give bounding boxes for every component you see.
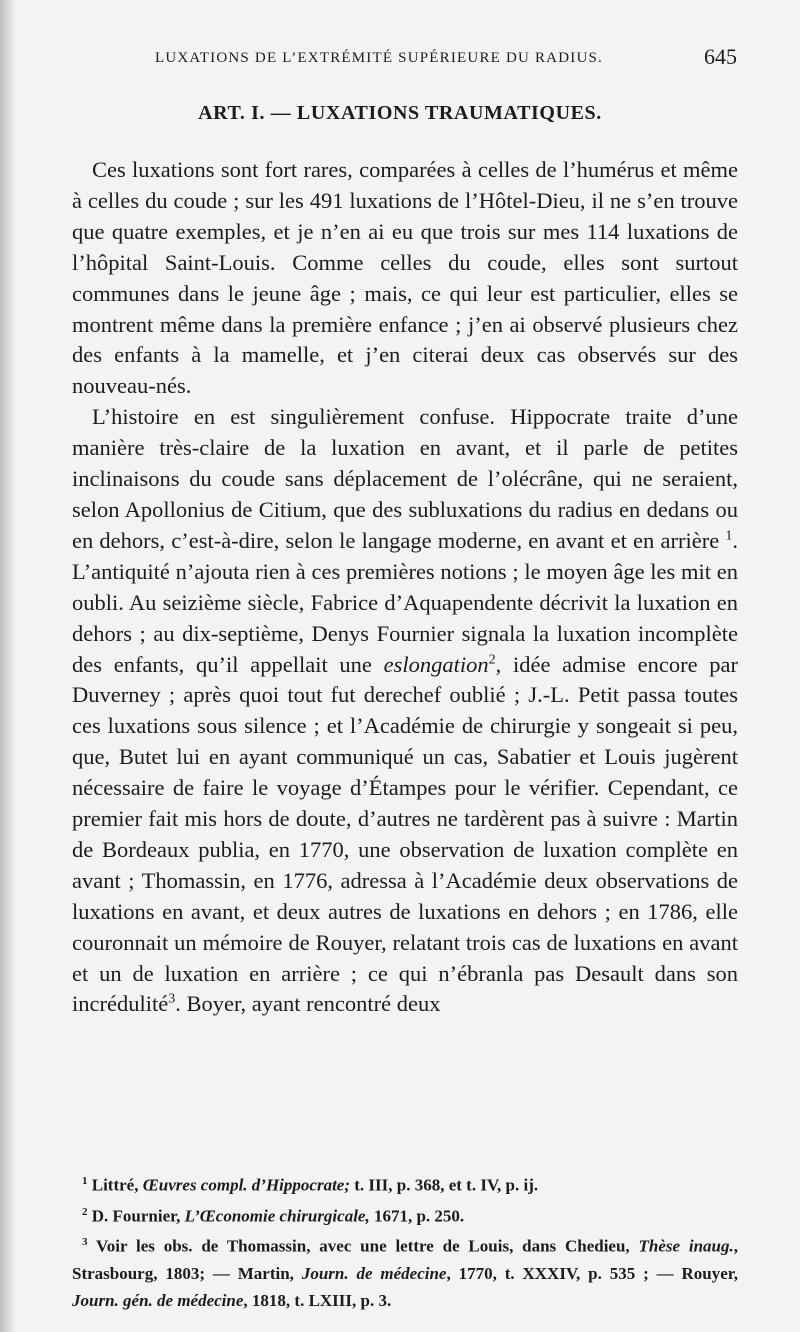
footnote-ref-3: 3: [168, 991, 176, 1007]
body-text: [72, 155, 738, 1020]
footnote-3-part-a: Voir les obs. de Thomassin, avec une lettre de Louis, dans Chedieu,: [96, 1236, 630, 1256]
footnote-3: [72, 1229, 738, 1314]
footnote-1-ref: t. III, p. 368, et t. IV, p. ij.: [354, 1175, 539, 1195]
footnote-1: [72, 1168, 738, 1199]
footnote-1-author: Littré,: [91, 1175, 139, 1195]
footnote-3-part-b: , Strasbourg, 1803; — Martin,: [72, 1236, 738, 1283]
paragraph-2-part-c: , idée admise encore par Duverney ; après quoi tout fut derechef oublié ; J.-L. Petit passa toutes ces luxations sous silence ; et l’Académie de chirurgie y songeait si peu, que, Butet lui en ayant communiqué un cas, Sabatier et Louis jugèrent nécessaire de faire le voyage d’Étampes pour le vérifier. Cependant, ce premier fait mis hors de doute, d’autres ne tardèrent pas à suivre : Martin de Bordeaux publia, en 1770, une observation de luxation complète en avant ; Thomassin, en 1776, adressa à l’Académie deux observations de luxations en avant, et deux autres de luxations en dehors ; en 1786, elle couronnait un mémoire de Rouyer, relatant trois cas de luxations en avant et un de luxation en arrière ; ce qui n’ébranla pas Desault dans son incrédulité: [72, 651, 738, 1017]
footnote-3-title-1: Thèse inaug.: [638, 1236, 734, 1256]
footnote-ref-1: 1: [725, 528, 733, 544]
footnotes: [72, 1168, 738, 1314]
footnote-3-title-2: Journ. de médecine: [301, 1263, 447, 1283]
footnote-1-title: Œuvres compl. d’Hippocrate;: [142, 1175, 350, 1195]
footnote-3-part-d: , 1818, t. LXIII, p. 3.: [243, 1290, 392, 1310]
page-number: 645: [704, 44, 737, 69]
footnote-3-title-3: Journ. gén. de médecine: [72, 1290, 244, 1310]
footnote-ref-2: 2: [488, 652, 496, 667]
paragraph-2: [72, 402, 738, 1020]
page-gutter-shadow: [0, 0, 16, 1332]
footnote-2: [72, 1199, 738, 1230]
running-head: [155, 44, 737, 74]
running-title: LUXATIONS DE L’EXTRÉMITÉ SUPÉRIEURE DU RADIUS.: [155, 50, 603, 66]
footnote-3-part-c: , 1770, t. XXXIV, p. 535 ; — Rouyer,: [446, 1263, 739, 1283]
term-eslongation: eslongation: [383, 651, 489, 677]
footnote-2-author: D. Fournier,: [91, 1206, 181, 1226]
paragraph-2-part-b: . L’antiquité n’ajouta rien à ces premières notions ; le moyen âge les mit en oubli. Au seizième siècle, Fabrice d’Aquapendente décrivit la luxation en dehors ; au dix-septième, Denys Fournier signala la luxation incomplète des enfants, qu’il appellait une: [72, 527, 739, 677]
paragraph-2-part-a: L’histoire en est singulièrement confuse. Hippocrate traite d’une manière très-claire de la luxation en avant, et il parle de petites inclinaisons du coude sans déplacement de l’olécrâne, qui ne seraient, selon Apollonius de Citium, que des subluxations du radius en dedans ou en dehors, c’est-à-dire, selon le langage moderne, en avant et en arrière: [72, 404, 738, 553]
footnote-2-marker: 2: [82, 1205, 88, 1218]
paragraph-2-part-d: . Boyer, ayant rencontré deux: [175, 991, 441, 1017]
footnote-2-title: L’Œconomie chirurgicale,: [184, 1206, 370, 1226]
article-title: ART. I. — LUXATIONS TRAUMATIQUES.: [198, 102, 602, 124]
footnote-3-marker: 3: [82, 1236, 88, 1249]
paragraph-1: Ces luxations sont fort rares, comparées à celles de l’humérus et même à celles du coude ; sur les 491 luxations de l’Hôtel-Dieu, il ne s’en trouve que quatre exemples, et je n’en ai eu que trois sur mes 114 luxations de l’hôpital Saint-Louis. Comme celles du coude, elles sont surtout communes dans le jeune âge ; mais, ce qui leur est particulier, elles se montrent même dans la première enfance ; j’en ai observé plusieurs chez des enfants à la mamelle, et j’en citerai deux cas observés sur des nouveau-nés.: [72, 157, 738, 399]
footnote-1-marker: 1: [82, 1175, 88, 1187]
footnote-2-ref: 1671, p. 250.: [373, 1206, 465, 1226]
